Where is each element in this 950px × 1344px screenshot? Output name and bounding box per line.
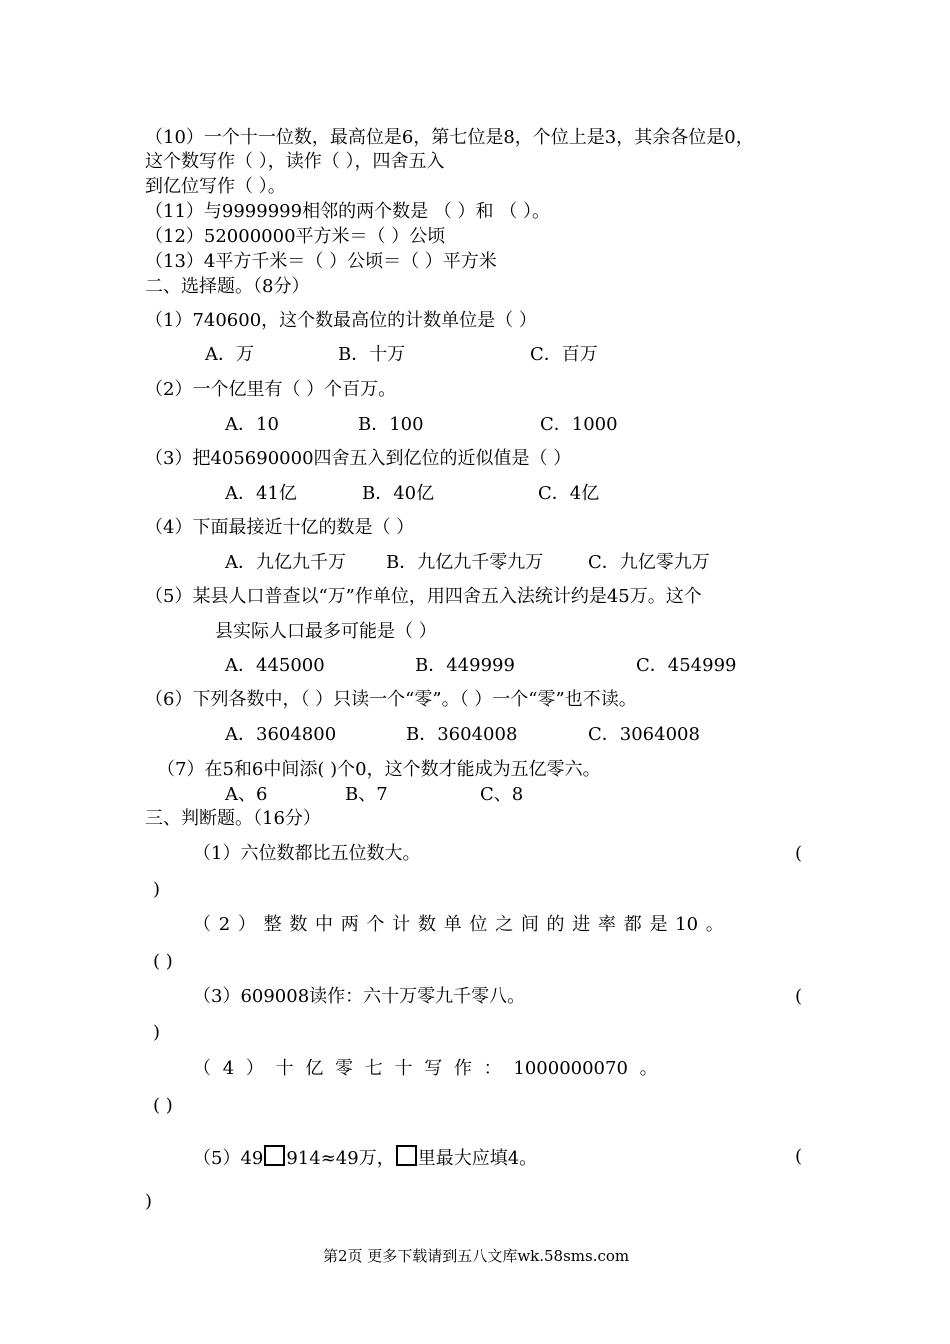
judge-4-text: （ 4 ） 十 亿 零 七 十 写 作 ： 1000000070 。 bbox=[193, 1058, 658, 1079]
q11: （11）与9999999相邻的两个数是 （ ）和 （ ）。 bbox=[145, 201, 550, 222]
choice-q3-option-c: C．4亿 bbox=[538, 483, 600, 504]
judge-5-text bbox=[193, 1145, 537, 1170]
judge-1-close-bracket[interactable]: ) bbox=[153, 879, 161, 900]
choice-q5-stem-line2: 县实际人口最多可能是（ ） bbox=[215, 621, 437, 642]
judge-2-brackets[interactable]: ( ) bbox=[153, 951, 173, 972]
choice-q2-stem: （2）一个亿里有（ ）个百万。 bbox=[145, 379, 397, 400]
choice-q3-option-b: B．40亿 bbox=[362, 483, 435, 504]
judge-5-open-bracket[interactable]: ( bbox=[795, 1146, 803, 1167]
section2-heading: 二、选择题。（8分） bbox=[145, 276, 310, 297]
judge-4-brackets[interactable]: ( ) bbox=[153, 1095, 173, 1116]
page-footer: 第2页 更多下载请到五八文库wk.58sms.com bbox=[323, 1247, 630, 1265]
choice-q5-option-a: A．445000 bbox=[225, 655, 325, 676]
choice-q4-stem: （4）下面最接近十亿的数是（ ） bbox=[145, 517, 415, 538]
choice-q6-option-a: A．3604800 bbox=[225, 724, 337, 745]
judge-3-close-bracket[interactable]: ) bbox=[153, 1022, 161, 1043]
blank-box[interactable] bbox=[396, 1145, 417, 1166]
q10-line2: 这个数写作（ ），读作（ ），四舍五入 bbox=[145, 151, 445, 172]
judge-3-text: （3）609008读作：六十万零九千零八。 bbox=[193, 986, 526, 1007]
choice-q3-stem: （3）把405690000四舍五入到亿位的近似值是（ ） bbox=[145, 448, 572, 469]
choice-q2-option-b: B．100 bbox=[358, 414, 424, 435]
judge-1-open-bracket[interactable]: ( bbox=[795, 843, 803, 864]
choice-q6-option-b: B．3604008 bbox=[406, 724, 518, 745]
q13: （13）4平方千米＝（ ）公顷＝（ ）平方米 bbox=[145, 251, 497, 272]
judge-2-text: （ 2 ） 整 数 中 两 个 计 数 单 位 之 间 的 进 率 都 是 10 。 bbox=[193, 914, 724, 935]
choice-q4-option-b: B．九亿九千零九万 bbox=[386, 552, 544, 573]
choice-q1-stem: （1）740600，这个数最高位的计数单位是（ ） bbox=[145, 310, 537, 331]
choice-q4-option-a: A．九亿九千万 bbox=[225, 552, 346, 573]
q10-line3: 到亿位写作（ ）。 bbox=[145, 176, 286, 197]
choice-q1-option-c: C．百万 bbox=[530, 344, 598, 365]
choice-q2-option-a: A．10 bbox=[225, 414, 279, 435]
choice-q6-stem: （6）下列各数中，（ ）只读一个“零”。（ ）一个“零”也不读。 bbox=[145, 689, 637, 710]
judge-3-open-bracket[interactable]: ( bbox=[795, 986, 803, 1007]
choice-q3-option-a: A．41亿 bbox=[225, 483, 297, 504]
q12: （12）52000000平方米＝（ ）公顷 bbox=[145, 226, 446, 247]
choice-q4-option-c: C．九亿零九万 bbox=[588, 552, 710, 573]
judge-5-close-bracket[interactable]: ) bbox=[145, 1191, 153, 1212]
blank-box[interactable] bbox=[264, 1145, 285, 1166]
judge-5-part2: 914≈49万， bbox=[286, 1148, 395, 1169]
choice-q7-stem: （7）在5和6中间添( )个0，这个数才能成为五亿零六。 bbox=[157, 759, 601, 780]
choice-q1-option-a: A．万 bbox=[205, 344, 254, 365]
section3-heading: 三、判断题。（16分） bbox=[145, 808, 321, 829]
choice-q2-option-c: C．1000 bbox=[540, 414, 618, 435]
choice-q7-option-a: A、6 bbox=[225, 784, 268, 805]
choice-q5-option-c: C．454999 bbox=[636, 655, 737, 676]
choice-q5-stem-line1: （5）某县人口普查以“万”作单位，用四舍五入法统计约是45万。这个 bbox=[145, 586, 702, 607]
choice-q7-option-b: B、7 bbox=[345, 784, 388, 805]
choice-q1-option-b: B．十万 bbox=[338, 344, 406, 365]
choice-q6-option-c: C．3064008 bbox=[588, 724, 700, 745]
judge-5-part3: 里最大应填4。 bbox=[417, 1148, 538, 1169]
choice-q5-option-b: B．449999 bbox=[415, 655, 515, 676]
judge-1-text: （1）六位数都比五位数大。 bbox=[193, 843, 421, 864]
choice-q7-option-c: C、8 bbox=[480, 784, 524, 805]
q10-line1: （10）一个十一位数，最高位是6，第七位是8，个位上是3，其余各位是0， bbox=[145, 127, 754, 148]
judge-5-part1: （5）49 bbox=[193, 1148, 264, 1169]
